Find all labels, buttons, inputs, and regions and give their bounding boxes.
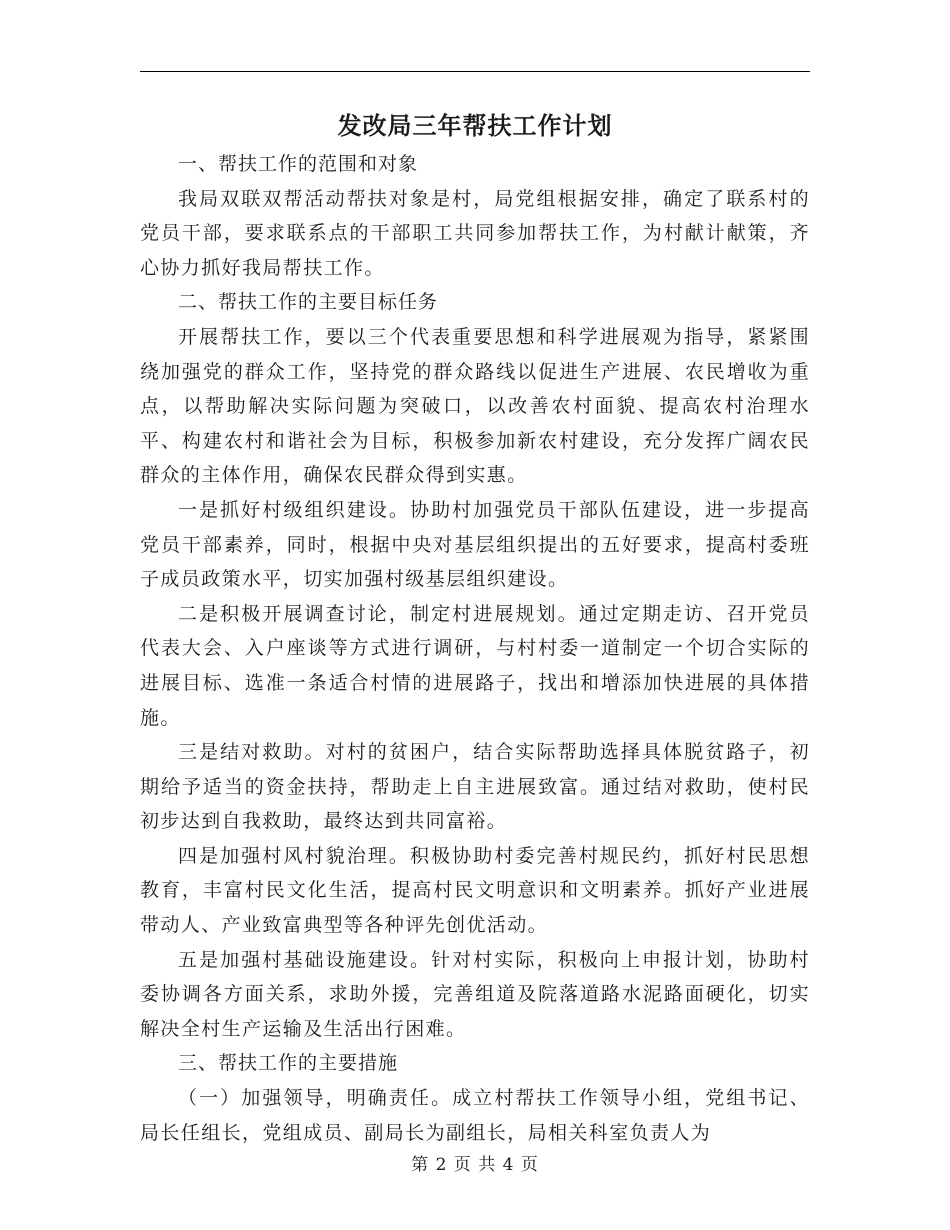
- document-title: 发改局三年帮扶工作计划: [337, 111, 613, 140]
- section-heading: 一、帮扶工作的范围和对象: [178, 153, 419, 175]
- paragraph: 四是加强村风村貌治理。积极协助村委完善村规民约，抓好村民思想教育，丰富村民文化生活，提高村民文明意识和文明素养。抓好产业进展带动人、产业致富典型等各种评先创优活动。: [140, 844, 810, 937]
- section-heading: 三、帮扶工作的主要措施: [178, 1052, 399, 1075]
- document-body: [140, 147, 810, 1150]
- paragraph: 我局双联双帮活动帮扶对象是村，局党组根据安排，确定了联系村的党员干部，要求联系点的干部职工共同参加帮扶工作，为村献计献策，齐心协力抓好我局帮扶工作。: [140, 187, 810, 279]
- paragraph: 一是抓好村级组织建设。协助村加强党员干部队伍建设，进一步提高党员干部素养，同时，根据中央对基层组织提出的五好要求，提高村委班子成员政策水平，切实加强村级基层组织建设。: [140, 498, 810, 591]
- page-number: 第 2 页 共 4 页: [411, 1155, 539, 1175]
- paragraph: 二是积极开展调查讨论，制定村进展规划。通过定期走访、召开党员代表大会、入户座谈等方式进行调研，与村村委一道制定一个切合实际的进展目标、选准一条适合村情的进展路子，找出和增添加快进展的具体措施。: [140, 602, 810, 729]
- section-heading: 二、帮扶工作的主要目标任务: [178, 291, 439, 314]
- paragraph: 三是结对救助。对村的贫困户，结合实际帮助选择具体脱贫路子，初期给予适当的资金扶持，帮助走上自主进展致富。通过结对救助，使村民初步达到自我救助，最终达到共同富裕。: [140, 741, 810, 833]
- paragraph: 五是加强村基础设施建设。针对村实际，积极向上申报计划，协助村委协调各方面关系，求助外援，完善组道及院落道路水泥路面硬化，切实解决全村生产运输及生活出行困难。: [140, 948, 810, 1040]
- paragraph: 开展帮扶工作，要以三个代表重要思想和科学进展观为指导，紧紧围绕加强党的群众工作，坚持党的群众路线以促进生产进展、农民增收为重点，以帮助解决实际问题为突破口，以改善农村面貌、提高农村治理水平、构建农村和谐社会为目标，积极参加新农村建设，充分发挥广阔农民群众的主体作用，确保农民群众得到实惠。: [140, 325, 810, 487]
- header-rule: [140, 71, 810, 72]
- paragraph: （一）加强领导，明确责任。成立村帮扶工作领导小组，党组书记、局长任组长，党组成员、副局长为副组长，局相关科室负责人为: [140, 1087, 810, 1144]
